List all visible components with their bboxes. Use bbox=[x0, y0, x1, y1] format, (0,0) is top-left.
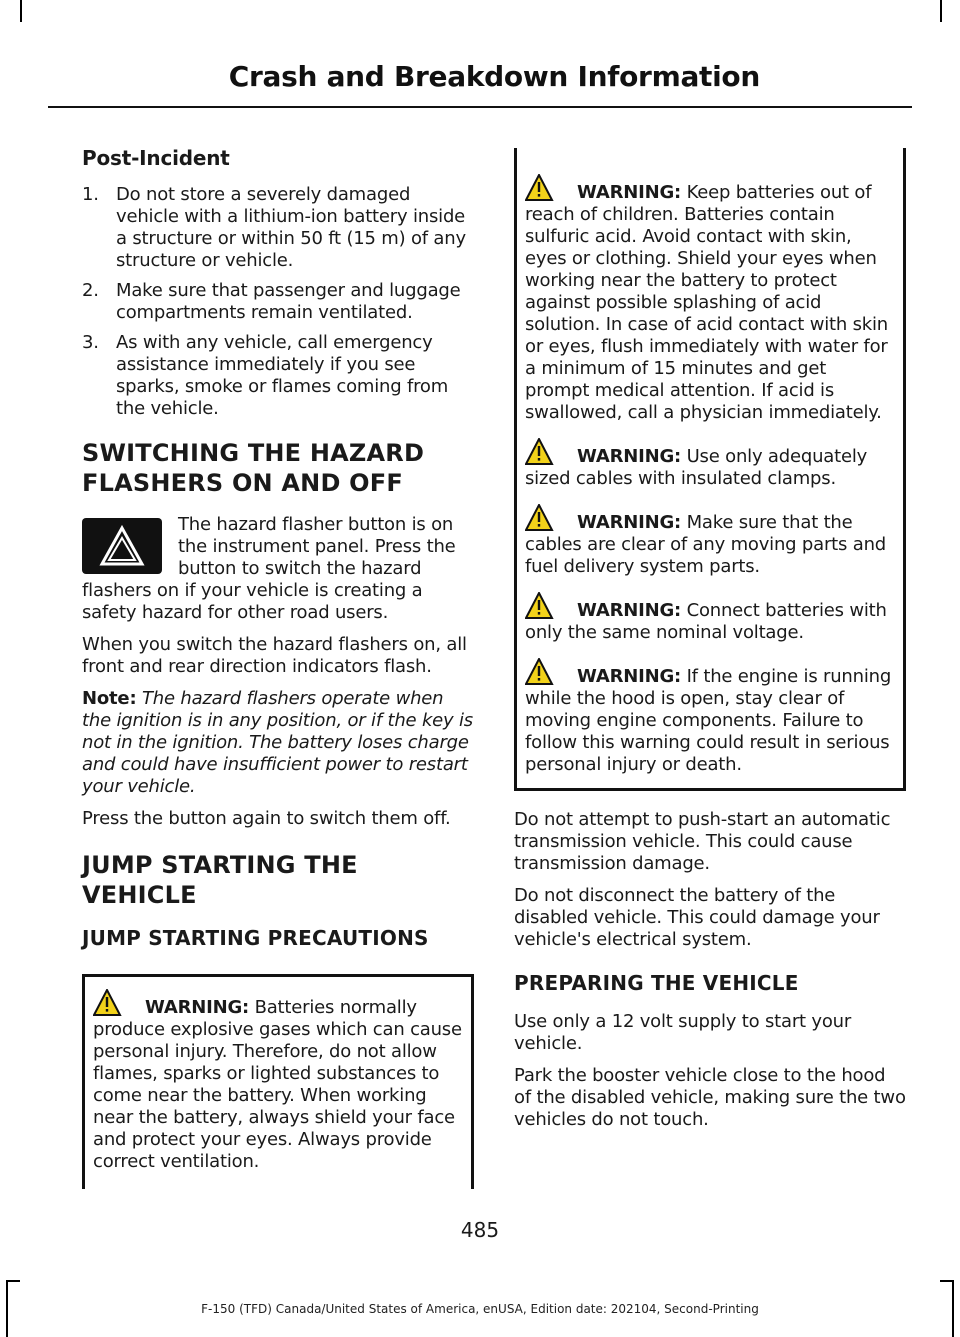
warning-text: Batteries normally produce explosive gases which can cause personal injury. Therefore, do not allow flames, sparks or lighted substances to come near the battery. When working near the battery, always shield your face and protect your eyes. Always provide correct ventilation. bbox=[93, 997, 462, 1172]
left-column bbox=[82, 140, 474, 1207]
warning-text: Use only adequately sized cables with insulated clamps. bbox=[525, 446, 868, 489]
warning-text: Connect batteries with only the same nominal voltage. bbox=[525, 600, 887, 643]
preparing-text-2: Park the booster vehicle close to the hood of the disabled vehicle, making sure the two vehicles do not touch. bbox=[514, 1065, 906, 1130]
warning-text: Make sure that the cables are clear of any moving parts and fuel delivery system parts. bbox=[525, 512, 887, 577]
warning-label: WARNING: bbox=[577, 600, 682, 621]
step-text: Make sure that passenger and luggage compartments remain ventilated. bbox=[116, 280, 461, 323]
warning-item bbox=[525, 658, 895, 776]
warning-item bbox=[93, 989, 463, 1173]
crop-mark bbox=[940, 1280, 952, 1282]
preparing-heading: PREPARING THE VEHICLE bbox=[514, 971, 799, 995]
hazard-paragraph bbox=[82, 514, 474, 624]
warning-text: Keep batteries out of reach of children. Batteries contain sulfuric acid. Avoid contact with skin, eyes or clothing. Shield your eyes when working near the battery to protect against possible splashing of acid solution. In case of acid contact with skin or eyes, flush immediately with water for a minimum of 15 minutes and get prompt medical attention. If acid is swallowed, call a physician immediately. bbox=[525, 182, 889, 423]
warning-label: WARNING: bbox=[577, 446, 682, 467]
warning-item bbox=[525, 504, 895, 578]
note-label: Note: bbox=[82, 688, 137, 709]
hazard-note bbox=[82, 688, 474, 798]
step-number: 1. bbox=[82, 184, 99, 205]
warning-label: WARNING: bbox=[145, 997, 250, 1018]
warning-triangle-icon bbox=[525, 438, 571, 466]
crop-mark bbox=[940, 0, 942, 22]
crop-mark bbox=[8, 1280, 20, 1282]
warning-text: If the engine is running while the hood is open, stay clear of moving engine components. Failure to follow this warning could result in serious personal injury or death. bbox=[525, 666, 892, 775]
footer-text: F-150 (TFD) Canada/United States of America, enUSA, Edition date: 202104, Second-Printing bbox=[201, 1302, 759, 1316]
jump-subheading: JUMP STARTING PRECAUTIONS bbox=[82, 926, 429, 950]
step-number: 2. bbox=[82, 280, 99, 301]
page-title: Crash and Breakdown Information bbox=[228, 60, 760, 93]
warning-label: WARNING: bbox=[577, 666, 682, 687]
warning-item bbox=[525, 592, 895, 644]
page-number: 485 bbox=[460, 1218, 500, 1242]
step-text: Do not store a severely damaged vehicle with a lithium-ion battery inside a structure or within 50 ft (15 m) of any structure or vehicle. bbox=[116, 184, 466, 271]
warning-triangle-icon bbox=[525, 174, 571, 202]
hazard-text: The hazard flasher button is on the instrument panel. Press the button to switch the hazard flashers on if your vehicle is creating a safety hazard for other road users. bbox=[82, 514, 456, 623]
warning-label: WARNING: bbox=[577, 512, 682, 533]
list-item bbox=[82, 184, 474, 272]
step-number: 3. bbox=[82, 332, 99, 353]
hazard-heading: SWITCHING THE HAZARD FLASHERS ON AND OFF bbox=[82, 439, 425, 497]
preparing-text-1: Use only a 12 volt supply to start your vehicle. bbox=[514, 1011, 852, 1054]
warning-box bbox=[82, 974, 474, 1189]
warning-box bbox=[514, 148, 906, 791]
post-incident-steps bbox=[82, 184, 474, 420]
hazard-text-3: Press the button again to switch them off. bbox=[82, 808, 451, 829]
warning-item bbox=[525, 438, 895, 490]
step-text: As with any vehicle, call emergency assistance immediately if you see sparks, smoke or flames coming from the vehicle. bbox=[116, 332, 449, 419]
warning-label: WARNING: bbox=[577, 182, 682, 203]
jump-heading: JUMP STARTING THE VEHICLE bbox=[82, 851, 358, 909]
list-item bbox=[82, 280, 474, 324]
warning-triangle-icon bbox=[525, 658, 571, 686]
post-incident-heading: Post-Incident bbox=[82, 146, 230, 170]
header-rule bbox=[48, 106, 912, 108]
hazard-button-icon bbox=[82, 518, 162, 574]
warning-triangle-icon bbox=[525, 504, 571, 532]
warning-triangle-icon bbox=[525, 592, 571, 620]
note-text: The hazard flashers operate when the ignition is in any position, or if the key is not in the ignition. The battery loses charge and could have insufficient power to restart your vehicle. bbox=[82, 688, 473, 797]
warning-item bbox=[525, 174, 895, 424]
push-start-text: Do not attempt to push-start an automatic transmission vehicle. This could cause transmission damage. bbox=[514, 809, 891, 874]
list-item bbox=[82, 332, 474, 420]
right-column bbox=[514, 148, 906, 1141]
disconnect-text: Do not disconnect the battery of the disabled vehicle. This could damage your vehicle's electrical system. bbox=[514, 885, 880, 950]
crop-mark bbox=[20, 0, 22, 22]
hazard-text-2: When you switch the hazard flashers on, all front and rear direction indicators flash. bbox=[82, 634, 467, 677]
warning-triangle-icon bbox=[93, 989, 139, 1017]
